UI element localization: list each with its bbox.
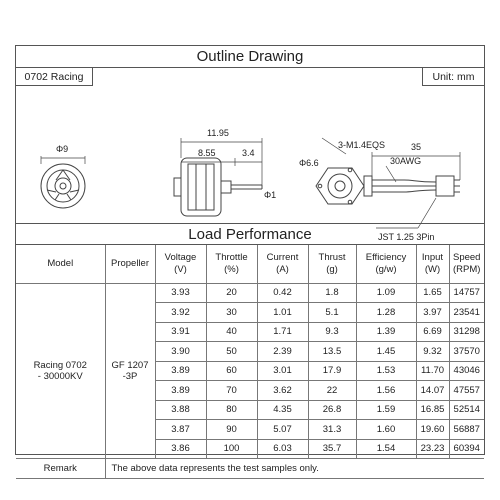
table-cell: 4.35 — [257, 400, 308, 420]
table-cell: 90 — [206, 420, 257, 440]
header-efficiency: Efficiency (g/w) — [356, 245, 416, 283]
table-cell: 1.56 — [356, 381, 416, 401]
table-cell: 9.32 — [416, 342, 449, 362]
table-cell: 22 — [308, 381, 356, 401]
table-cell: 6.69 — [416, 322, 449, 342]
header-voltage: Voltage (V) — [155, 245, 206, 283]
unit-label: Unit: mm — [422, 68, 484, 86]
header-thrust: Thrust (g) — [308, 245, 356, 283]
table-cell: 30 — [206, 303, 257, 323]
table-cell: 3.01 — [257, 361, 308, 381]
table-cell: 70 — [206, 381, 257, 401]
remark-row — [16, 459, 484, 479]
table-cell: 23.23 — [416, 439, 449, 459]
header-speed: Speed (RPM) — [449, 245, 484, 283]
table-cell: 47557 — [449, 381, 484, 401]
table-cell: 1.54 — [356, 439, 416, 459]
table-cell: 3.92 — [155, 303, 206, 323]
model-cell: Racing 0702 - 30000KV — [16, 283, 105, 459]
table-header-row — [16, 245, 484, 283]
total-length-label: 11.95 — [207, 128, 229, 138]
propeller-cell: GF 1207 -3P — [105, 283, 155, 459]
table-cell: 16.85 — [416, 400, 449, 420]
table-cell: 43046 — [449, 361, 484, 381]
load-performance-title: Load Performance — [16, 223, 484, 245]
table-cell: 9.3 — [308, 322, 356, 342]
lead-length-label: 35 — [411, 142, 422, 152]
remark-label: Remark — [16, 459, 105, 479]
shaft-diameter-label: Φ1 — [264, 190, 277, 200]
connector-label: JST 1.25 3Pin — [378, 232, 435, 242]
outline-drawing-title: Outline Drawing — [16, 46, 484, 68]
table-cell: 56887 — [449, 420, 484, 440]
table-cell: 3.97 — [416, 303, 449, 323]
table-cell: 31298 — [449, 322, 484, 342]
table-cell: 1.28 — [356, 303, 416, 323]
header-current: Current (A) — [257, 245, 308, 283]
table-cell: 1.71 — [257, 322, 308, 342]
body-length-label: 8.55 — [198, 148, 216, 158]
motor-back-view — [316, 138, 460, 228]
mount-holes-label: 3-M1.4EQS — [338, 140, 386, 150]
mount-pcd-label: Φ6.6 — [299, 158, 319, 168]
table-cell: 31.3 — [308, 420, 356, 440]
table-cell: 60 — [206, 361, 257, 381]
table-cell: 3.90 — [155, 342, 206, 362]
remark-text: The above data represents the test samples only. — [105, 459, 484, 479]
table-cell: 37570 — [449, 342, 484, 362]
table-cell: 1.45 — [356, 342, 416, 362]
table-cell: 52514 — [449, 400, 484, 420]
table-cell: 3.93 — [155, 283, 206, 303]
table-cell: 5.07 — [257, 420, 308, 440]
spec-sheet — [15, 45, 485, 474]
header-model: Model — [16, 245, 105, 283]
table-cell: 11.70 — [416, 361, 449, 381]
table-cell: 1.8 — [308, 283, 356, 303]
wire-gauge-label: 30AWG — [390, 156, 422, 166]
table-cell: 20 — [206, 283, 257, 303]
table-cell: 3.62 — [257, 381, 308, 401]
table-cell: 35.7 — [308, 439, 356, 459]
table-cell: 40 — [206, 322, 257, 342]
table-cell: 1.53 — [356, 361, 416, 381]
header-input: Input (W) — [416, 245, 449, 283]
shaft-length-label: 3.4 — [242, 148, 255, 158]
table-cell: 26.8 — [308, 400, 356, 420]
table-cell: 60394 — [449, 439, 484, 459]
table-cell: 14.07 — [416, 381, 449, 401]
table-row — [16, 283, 484, 303]
table-cell: 100 — [206, 439, 257, 459]
table-cell: 3.87 — [155, 420, 206, 440]
table-cell: 13.5 — [308, 342, 356, 362]
header-propeller: Propeller — [105, 245, 155, 283]
table-cell: 0.42 — [257, 283, 308, 303]
table-cell: 2.39 — [257, 342, 308, 362]
table-cell: 3.86 — [155, 439, 206, 459]
table-cell: 1.01 — [257, 303, 308, 323]
table-cell: 17.9 — [308, 361, 356, 381]
table-cell: 1.39 — [356, 322, 416, 342]
header-throttle: Throttle (%) — [206, 245, 257, 283]
table-cell: 1.59 — [356, 400, 416, 420]
table-cell: 6.03 — [257, 439, 308, 459]
table-cell: 1.60 — [356, 420, 416, 440]
load-performance-table — [16, 245, 484, 479]
table-cell: 23541 — [449, 303, 484, 323]
table-cell: 3.89 — [155, 381, 206, 401]
table-cell: 1.09 — [356, 283, 416, 303]
table-cell: 14757 — [449, 283, 484, 303]
model-tag: 0702 Racing — [16, 68, 93, 86]
table-cell: 19.60 — [416, 420, 449, 440]
motor-front-view — [41, 156, 85, 208]
front-diameter-label: Φ9 — [56, 144, 69, 154]
table-cell: 50 — [206, 342, 257, 362]
table-cell: 1.65 — [416, 283, 449, 303]
table-cell: 3.89 — [155, 361, 206, 381]
table-cell: 3.91 — [155, 322, 206, 342]
table-cell: 80 — [206, 400, 257, 420]
table-cell: 5.1 — [308, 303, 356, 323]
table-cell: 3.88 — [155, 400, 206, 420]
